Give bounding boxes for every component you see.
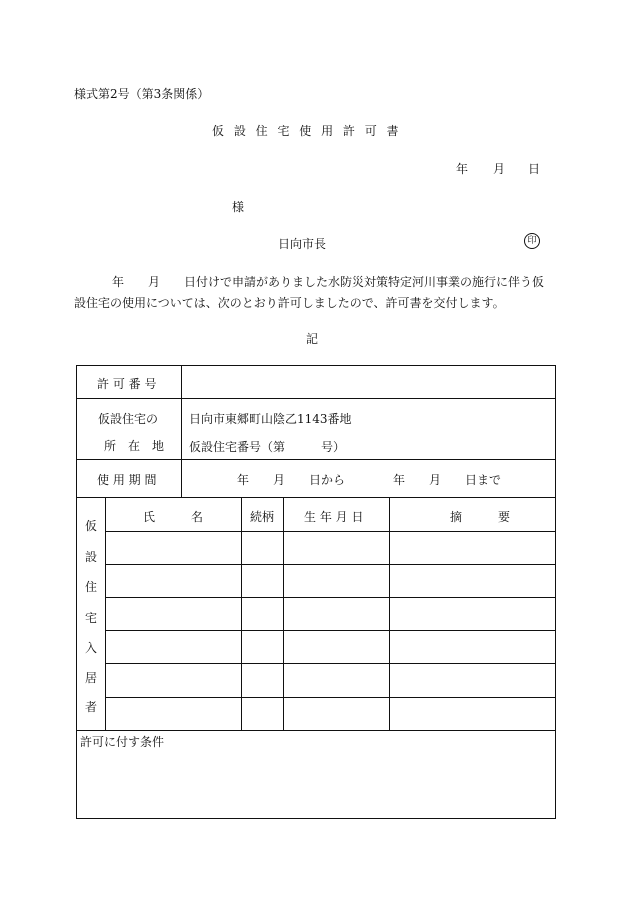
resident-row[interactable] [106, 631, 555, 663]
residents-char-7: 者 [84, 700, 97, 714]
issuer-name: 日向市長 [278, 237, 327, 251]
residents-char-5: 入 [84, 641, 97, 655]
location-label-2: 所 在 地 [104, 439, 165, 453]
location-value-housing-number: 仮設住宅番号（第 号） [189, 440, 346, 454]
form-number: 様式第2号（第3条関係） [74, 87, 210, 101]
conditions-label: 許可に付す条件 [80, 735, 165, 749]
permit-number-label: 許 可 番 号 [97, 377, 157, 391]
residents-char-3: 住 [84, 580, 97, 594]
location-label-1: 仮設住宅の [98, 412, 159, 426]
usage-period-value: 年 月 日から 年 月 日まで [237, 473, 502, 487]
ki-heading: 記 [306, 332, 319, 346]
date-day: 日 [528, 162, 541, 176]
residents-char-1: 仮 [84, 519, 97, 533]
conditions-field[interactable] [77, 748, 555, 818]
resident-row[interactable] [106, 565, 555, 597]
column-header-remarks: 摘 要 [450, 510, 511, 524]
residents-char-4: 宅 [84, 611, 97, 625]
resident-row[interactable] [106, 698, 555, 730]
date-year: 年 [456, 162, 469, 176]
body-text-line-1: 年 月 日付けで申請がありました水防災対策特定河川事業の施行に伴う仮 [88, 275, 545, 289]
column-header-relation: 続柄 [250, 510, 275, 524]
body-text-line-2: 設住宅の使用については、次のとおり許可しましたので、許可書を交付します。 [74, 296, 505, 310]
residents-char-2: 設 [84, 550, 97, 564]
addressee-suffix: 様 [232, 200, 245, 214]
resident-row[interactable] [106, 664, 555, 697]
location-value-address: 日向市東郷町山陰乙1143番地 [189, 412, 352, 426]
resident-row[interactable] [106, 598, 555, 630]
document-title: 仮 設 住 宅 使 用 許 可 書 [212, 124, 402, 138]
column-header-name: 氏 名 [143, 510, 204, 524]
column-header-birth-date: 生 年 月 日 [304, 510, 364, 524]
seal-mark: 印 [524, 233, 540, 249]
date-month: 月 [493, 162, 506, 176]
residents-char-6: 居 [84, 671, 97, 685]
usage-period-label: 使 用 期 間 [97, 473, 157, 487]
resident-row[interactable] [106, 532, 555, 564]
permit-number-field[interactable] [182, 366, 555, 398]
